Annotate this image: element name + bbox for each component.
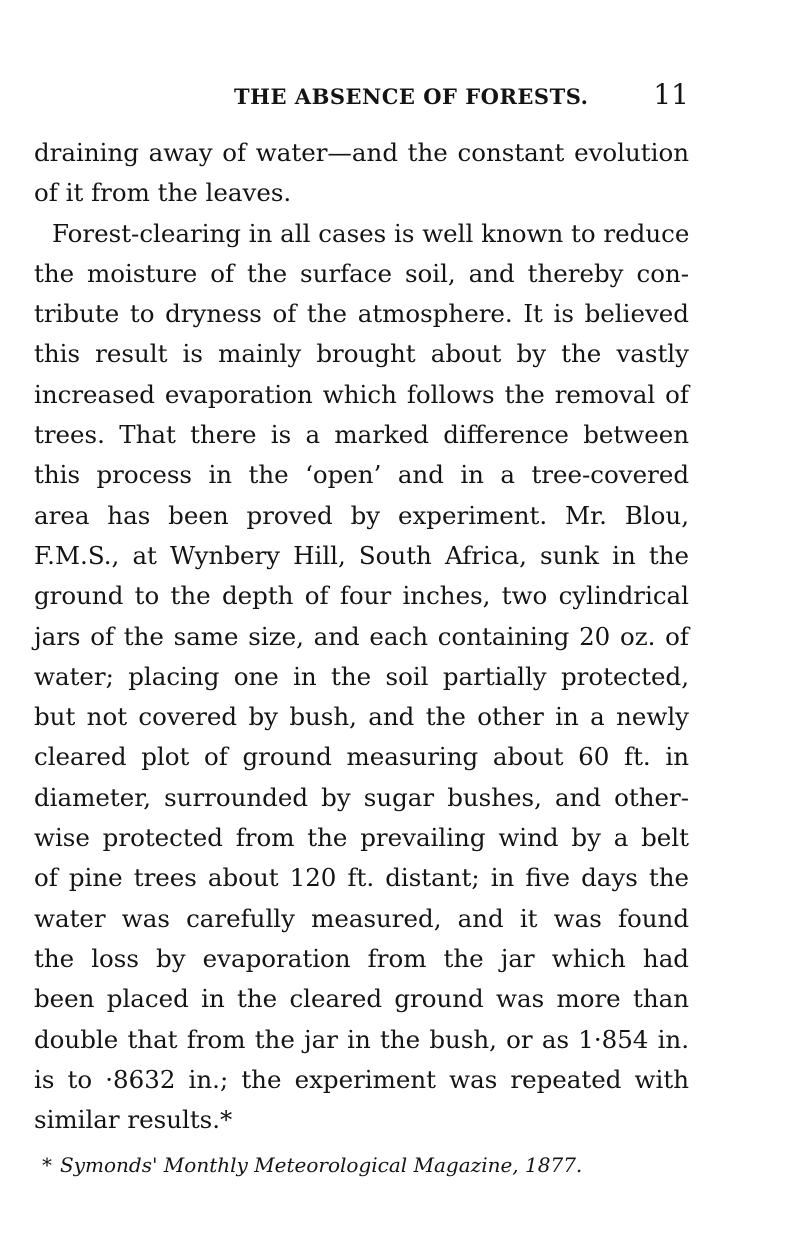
text-line: double that from the jar in the bush, or as 1·854 in. [34,1024,689,1054]
text-line: ground to the depth of four inches, two cylindrical [34,581,689,611]
text-line: tribute to dryness of the atmosphere. It is believed [34,299,689,329]
text-line: diameter, surrounded by sugar bushes, and other- [34,782,689,812]
text-line: cleared plot of ground measuring about 60 ft. in [34,742,689,772]
text-line: this process in the ‘open’ and in a tree-covered [34,460,689,490]
text-line: increased evaporation which follows the removal of [34,379,689,409]
text-line: trees. That there is a marked difference between [34,420,689,450]
text-line: been placed in the cleared ground was more than [34,984,689,1014]
running-head [34,78,689,112]
text-line: F.M.S., at Wynbery Hill, South Africa, sunk in the [34,540,689,570]
text-line: area has been proved by experiment. Mr. Blou, [34,500,689,530]
text-line: water; placing one in the soil partially protected, [34,661,689,691]
text-line: but not covered by bush, and the other in a newly [34,702,689,732]
footnote-marker: * [42,1153,52,1177]
text-line: water was carefully measured, and it was found [34,903,689,933]
text-line: jars of the same size, and each containing 20 oz. of [34,621,689,651]
text-line: of it from the leaves. [34,178,292,208]
text-line: the loss by evaporation from the jar which had [34,943,689,973]
text-line: wise protected from the prevailing wind by a belt [34,823,689,853]
body-text [34,133,689,1140]
running-title: THE ABSENCE OF FORESTS. [234,84,589,109]
text-line: this result is mainly brought about by the vastly [34,339,689,369]
page-number: 11 [653,78,689,111]
footnote-text: Symonds' Monthly Meteorological Magazine, 1877. [60,1153,583,1177]
text-line: of pine trees about 120 ft. distant; in five days the [34,863,689,893]
text-line: the moisture of the surface soil, and thereby con- [34,258,689,288]
text-line: draining away of water—and the constant evolution [34,138,689,167]
text-line: is to ·8632 in.; the experiment was repeated with [34,1064,689,1094]
text-line: similar results.* [34,1105,233,1135]
footnote [42,1153,582,1177]
paragraph-start-line: Forest-clearing in all cases is well known to reduce [52,218,690,248]
